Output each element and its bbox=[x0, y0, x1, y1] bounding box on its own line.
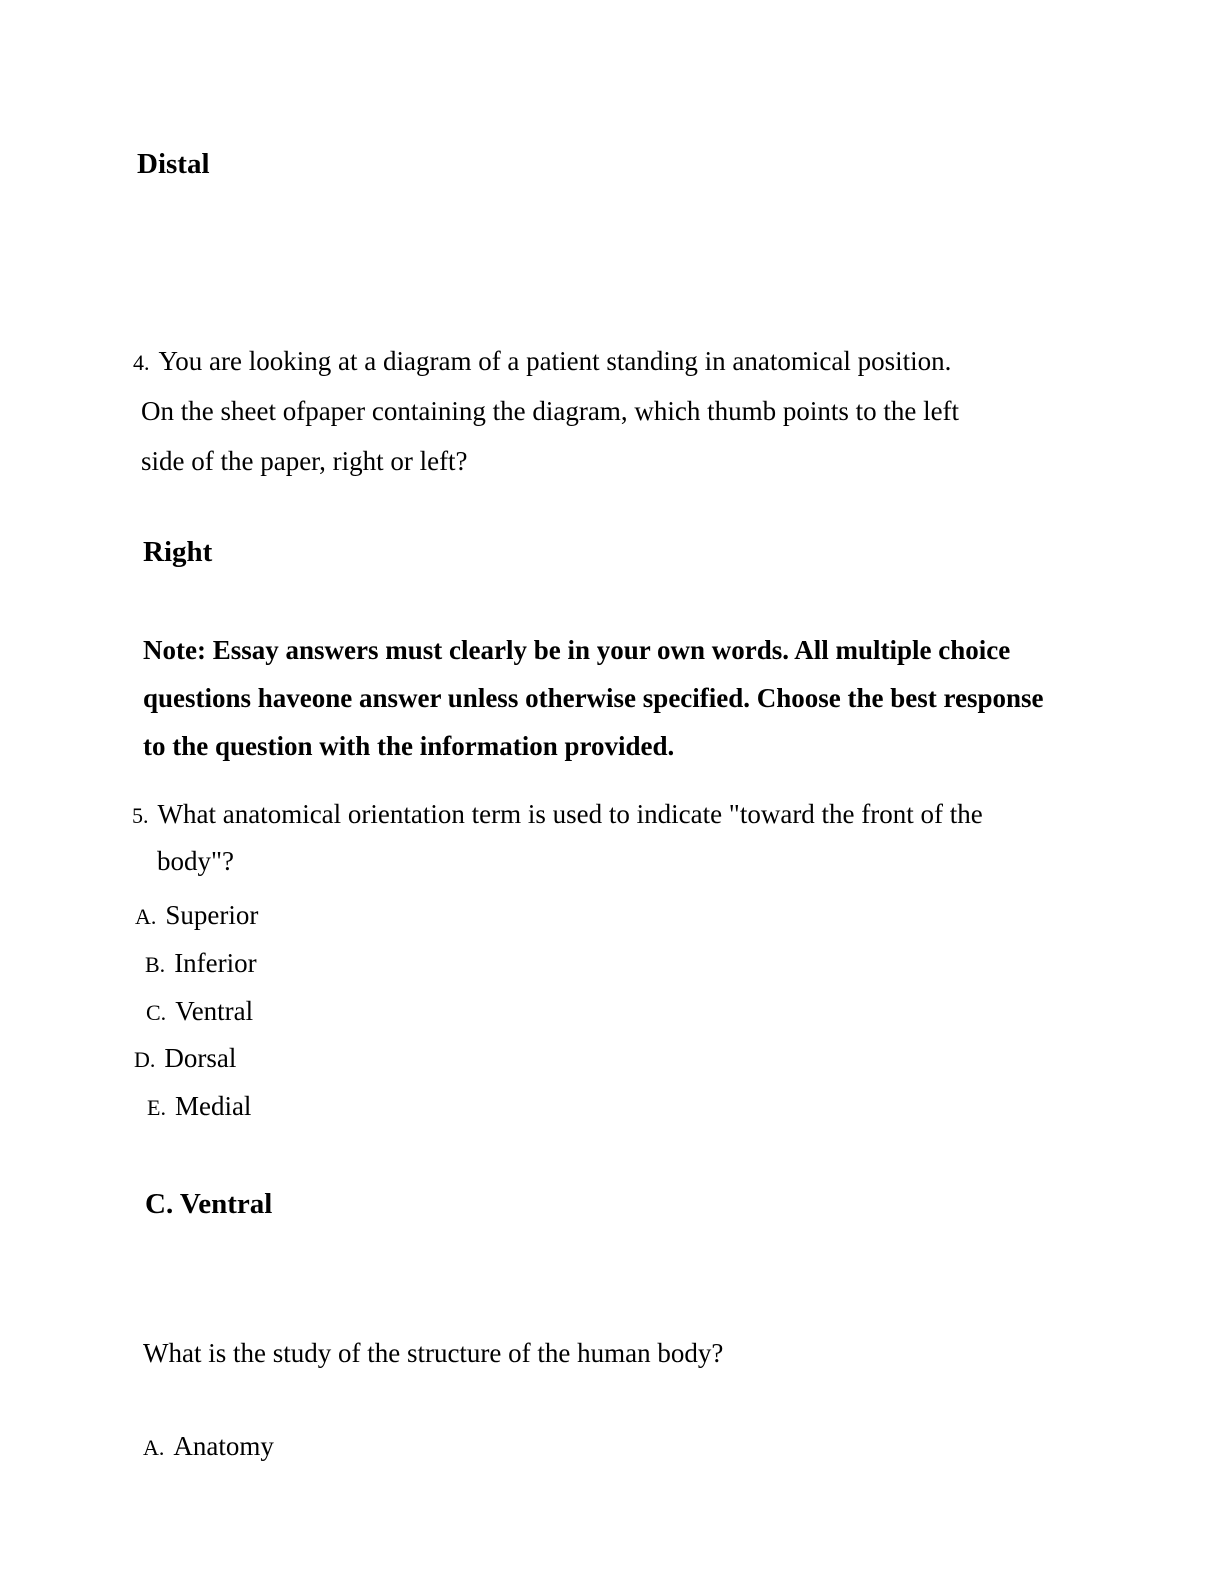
option-a-text: Superior bbox=[165, 900, 259, 930]
answer-right: Right bbox=[143, 536, 213, 568]
question-5-line-2: body"? bbox=[157, 846, 235, 876]
question-5-number: 5. bbox=[132, 803, 149, 828]
option-b-text: Inferior bbox=[174, 948, 257, 978]
option-e-text: Medial bbox=[174, 1091, 252, 1121]
question-anatomy-text: What is the study of the structure of the human body? bbox=[143, 1338, 724, 1368]
question-4-line-2: On the sheet ofpaper containing the diagram, which thumb points to the left bbox=[141, 396, 960, 426]
option-a-letter: A. bbox=[135, 904, 157, 929]
option-b-letter: B. bbox=[145, 952, 166, 977]
question-5-text: What anatomical orientation term is used to indicate "toward the front of the bbox=[157, 799, 983, 829]
question-4-line-3: side of the paper, right or left? bbox=[141, 446, 468, 476]
answer-ventral: C. Ventral bbox=[145, 1188, 273, 1220]
option-e-medial bbox=[147, 1091, 251, 1122]
option-anatomy-letter: A. bbox=[143, 1435, 165, 1460]
option-e-letter: E. bbox=[147, 1095, 166, 1120]
option-anatomy-text: Anatomy bbox=[173, 1431, 274, 1461]
option-c-ventral bbox=[146, 996, 253, 1027]
option-d-text: Dorsal bbox=[164, 1043, 237, 1073]
option-d-letter: D. bbox=[134, 1047, 156, 1072]
question-4-number: 4. bbox=[133, 350, 150, 375]
question-5-line-1 bbox=[132, 799, 983, 830]
answer-distal: Distal bbox=[137, 148, 210, 180]
note-line-3: to the question with the information provided. bbox=[143, 731, 675, 761]
option-d-dorsal bbox=[134, 1043, 236, 1074]
note-line-1: Note: Essay answers must clearly be in your own words. All multiple choice bbox=[143, 635, 1011, 665]
option-c-text: Ventral bbox=[175, 996, 254, 1026]
question-4-text: You are looking at a diagram of a patient standing in anatomical position. bbox=[158, 346, 952, 376]
option-a-anatomy bbox=[143, 1431, 274, 1462]
option-c-letter: C. bbox=[146, 1000, 167, 1025]
option-b-inferior bbox=[145, 948, 257, 979]
question-4-line-1 bbox=[133, 346, 951, 377]
option-a-superior bbox=[135, 900, 258, 931]
note-line-2: questions haveone answer unless otherwise specified. Choose the best response bbox=[143, 683, 1044, 713]
